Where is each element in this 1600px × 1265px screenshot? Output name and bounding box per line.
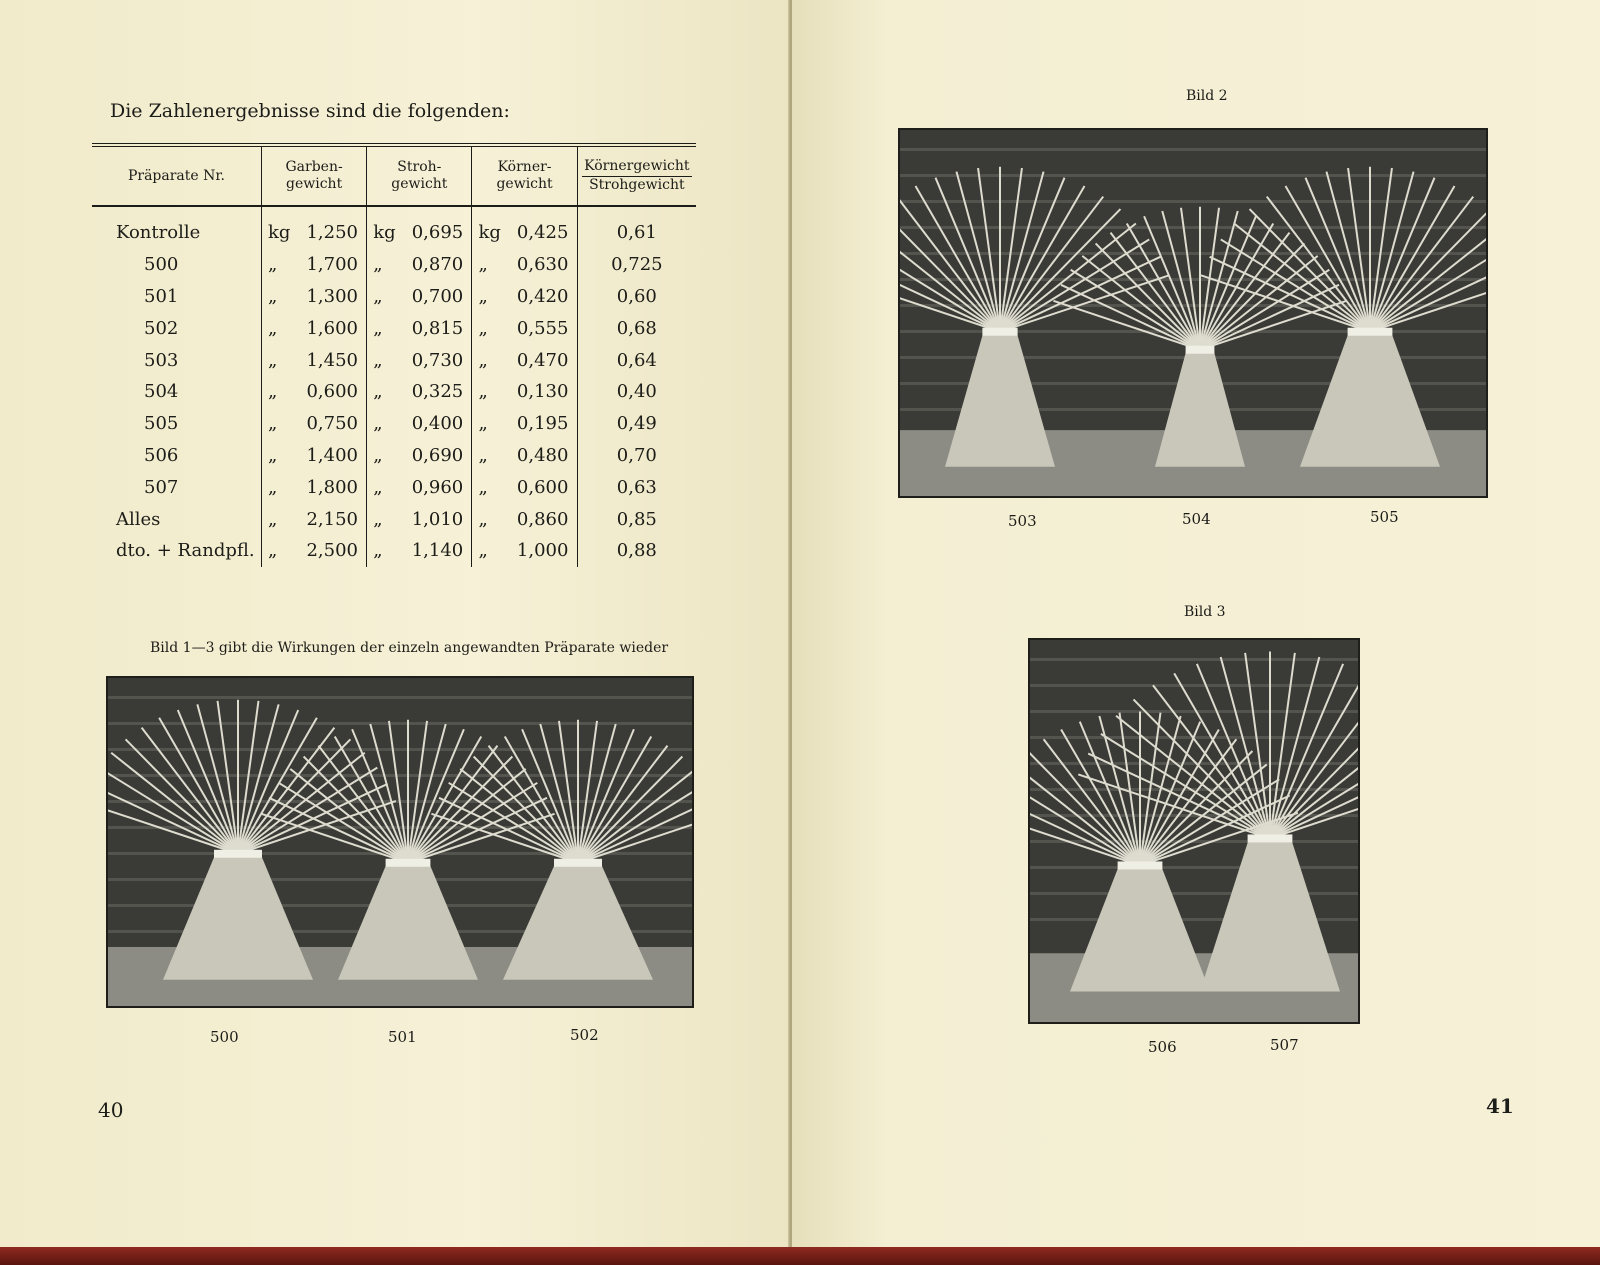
figure-caption: Bild 1—3 gibt die Wirkungen der einzeln angewandten Präparate wieder xyxy=(150,640,669,656)
cell-ratio: 0,49 xyxy=(577,408,696,440)
cell-unit: „ xyxy=(373,508,383,530)
cell-weight-1 xyxy=(261,249,366,281)
cell-weight-2 xyxy=(367,471,472,503)
table-row xyxy=(92,206,696,249)
table-row xyxy=(92,344,696,376)
cell-unit: „ xyxy=(478,540,488,562)
cell-value: 1,000 xyxy=(516,540,569,562)
figure-1-label-502: 502 xyxy=(570,1026,599,1044)
header-preparation: Präparate Nr. xyxy=(92,145,261,206)
header-grain-weight-line2: gewicht xyxy=(496,176,553,192)
cell-weight-3 xyxy=(472,376,577,408)
header-sheaf-weight-line2: gewicht xyxy=(286,176,343,192)
photo-illustration xyxy=(108,678,692,1006)
figure-2-label-504: 504 xyxy=(1182,510,1211,528)
cell-unit: „ xyxy=(373,413,383,435)
intro-sentence: Die Zahlenergebnisse sind die folgenden: xyxy=(110,100,510,122)
left-page xyxy=(0,0,792,1247)
cell-preparation: 502 xyxy=(144,317,179,339)
figure-1-label-500: 500 xyxy=(210,1028,239,1046)
cell-unit: „ xyxy=(478,476,488,498)
cell-preparation: 507 xyxy=(144,476,179,498)
cell-weight-1 xyxy=(261,535,366,567)
cell-value: 0,870 xyxy=(411,254,464,276)
cell-weight-1 xyxy=(261,344,366,376)
cell-ratio: 0,70 xyxy=(577,440,696,472)
cell-value: 1,010 xyxy=(411,508,464,530)
figure-2-title: Bild 2 xyxy=(1186,88,1228,104)
page-number-right: 41 xyxy=(1486,1094,1514,1118)
cell-value: 0,195 xyxy=(516,413,569,435)
cell-weight-3 xyxy=(472,281,577,313)
cell-weight-3 xyxy=(472,440,577,472)
cell-weight-2 xyxy=(367,503,472,535)
figure-3-label-506: 506 xyxy=(1148,1038,1177,1056)
cell-ratio: 0,61 xyxy=(577,206,696,249)
cell-weight-3 xyxy=(472,535,577,567)
cell-unit: kg xyxy=(373,222,396,244)
table-row xyxy=(92,376,696,408)
cell-unit: „ xyxy=(267,413,278,435)
figure-3-photo xyxy=(1028,638,1360,1024)
cell-value: 1,300 xyxy=(306,285,358,307)
cell-value: 0,480 xyxy=(516,444,569,466)
cell-unit: „ xyxy=(373,317,383,339)
table-row xyxy=(92,281,696,313)
cell-weight-3 xyxy=(472,344,577,376)
table-row xyxy=(92,535,696,567)
cell-unit: „ xyxy=(478,413,488,435)
header-grain-weight-line1: Körner- xyxy=(497,159,552,175)
cell-unit: „ xyxy=(373,540,383,562)
cell-preparation: 500 xyxy=(144,254,179,276)
right-page xyxy=(792,0,1600,1247)
table-row xyxy=(92,471,696,503)
cell-weight-1 xyxy=(261,206,366,249)
figure-1-label-501: 501 xyxy=(388,1028,417,1046)
cell-weight-1 xyxy=(261,503,366,535)
cell-weight-2 xyxy=(367,376,472,408)
cell-weight-1 xyxy=(261,471,366,503)
cell-value: 0,630 xyxy=(516,254,569,276)
cell-unit: „ xyxy=(373,444,383,466)
cell-weight-2 xyxy=(367,312,472,344)
cell-unit: „ xyxy=(267,285,278,307)
cell-unit: „ xyxy=(373,254,383,276)
cell-unit: kg xyxy=(478,222,501,244)
cell-weight-2 xyxy=(367,281,472,313)
cell-value: 1,250 xyxy=(306,222,358,244)
cell-weight-3 xyxy=(472,312,577,344)
table-row xyxy=(92,440,696,472)
table-row xyxy=(92,249,696,281)
cell-unit: „ xyxy=(373,476,383,498)
cell-weight-3 xyxy=(472,206,577,249)
table-row xyxy=(92,408,696,440)
cell-value: 0,700 xyxy=(411,285,464,307)
cell-ratio: 0,64 xyxy=(577,344,696,376)
header-straw-weight xyxy=(367,145,472,206)
cell-unit: „ xyxy=(478,254,488,276)
cell-value: 0,470 xyxy=(516,349,569,371)
cell-value: 0,690 xyxy=(411,444,464,466)
cell-preparation: 505 xyxy=(144,413,179,435)
cell-weight-2 xyxy=(367,344,472,376)
cell-weight-2 xyxy=(367,249,472,281)
cell-unit: „ xyxy=(267,349,278,371)
table-row xyxy=(92,312,696,344)
cell-value: 0,425 xyxy=(516,222,569,244)
cell-value: 1,450 xyxy=(306,349,358,371)
cell-weight-3 xyxy=(472,471,577,503)
header-sheaf-weight xyxy=(261,145,366,206)
cell-ratio: 0,725 xyxy=(577,249,696,281)
cell-preparation: 506 xyxy=(144,444,179,466)
cell-value: 1,140 xyxy=(411,540,464,562)
cell-value: 0,600 xyxy=(516,476,569,498)
cell-weight-1 xyxy=(261,281,366,313)
photo-illustration xyxy=(1030,640,1358,1022)
cell-weight-2 xyxy=(367,440,472,472)
cell-weight-1 xyxy=(261,312,366,344)
cell-value: 0,400 xyxy=(411,413,464,435)
cell-value: 1,800 xyxy=(306,476,358,498)
figure-1-photo xyxy=(106,676,694,1008)
figure-2-photo xyxy=(898,128,1488,498)
cell-unit: „ xyxy=(267,540,278,562)
cell-weight-1 xyxy=(261,376,366,408)
cell-unit: „ xyxy=(267,381,278,403)
cell-ratio: 0,68 xyxy=(577,312,696,344)
cell-preparation: dto. + Randpfl. xyxy=(116,540,255,562)
header-grain-weight xyxy=(472,145,577,206)
header-ratio-denominator: Strohgewicht xyxy=(589,177,685,193)
cell-value: 0,960 xyxy=(411,476,464,498)
cell-unit: „ xyxy=(373,349,383,371)
figure-2-label-505: 505 xyxy=(1370,508,1399,526)
cell-value: 0,420 xyxy=(516,285,569,307)
cell-unit: „ xyxy=(267,508,278,530)
cell-value: 1,600 xyxy=(306,317,358,339)
cell-value: 0,730 xyxy=(411,349,464,371)
figure-3-title: Bild 3 xyxy=(1184,604,1226,620)
cell-unit: „ xyxy=(478,508,488,530)
cell-preparation: Alles xyxy=(116,508,161,530)
cell-unit: „ xyxy=(267,254,278,276)
cell-value: 0,860 xyxy=(516,508,569,530)
cell-value: 2,150 xyxy=(306,508,358,530)
cell-preparation: Kontrolle xyxy=(116,222,201,244)
cell-ratio: 0,85 xyxy=(577,503,696,535)
cell-unit: „ xyxy=(478,349,488,371)
cell-unit: „ xyxy=(267,444,278,466)
cell-weight-1 xyxy=(261,440,366,472)
cell-value: 0,130 xyxy=(516,381,569,403)
figure-3-label-507: 507 xyxy=(1270,1036,1299,1054)
cell-weight-2 xyxy=(367,206,472,249)
cell-unit: „ xyxy=(478,444,488,466)
cell-preparation: 503 xyxy=(144,349,179,371)
cell-ratio: 0,88 xyxy=(577,535,696,567)
header-ratio xyxy=(577,145,696,206)
header-sheaf-weight-line1: Garben- xyxy=(285,159,343,175)
cell-ratio: 0,63 xyxy=(577,471,696,503)
cell-value: 0,815 xyxy=(411,317,464,339)
table-header-row xyxy=(92,145,696,206)
book-cover-edge xyxy=(0,1247,1600,1265)
cell-ratio: 0,60 xyxy=(577,281,696,313)
cell-value: 0,555 xyxy=(516,317,569,339)
cell-unit: „ xyxy=(478,381,488,403)
cell-weight-3 xyxy=(472,408,577,440)
cell-unit: „ xyxy=(478,285,488,307)
figure-2-label-503: 503 xyxy=(1008,512,1037,530)
cell-weight-2 xyxy=(367,408,472,440)
cell-unit: „ xyxy=(373,381,383,403)
header-straw-weight-line1: Stroh- xyxy=(397,159,442,175)
cell-weight-2 xyxy=(367,535,472,567)
cell-unit: „ xyxy=(267,476,278,498)
cell-value: 0,750 xyxy=(306,413,358,435)
header-ratio-numerator: Körnergewicht xyxy=(582,158,691,177)
cell-value: 0,695 xyxy=(411,222,464,244)
cell-value: 1,400 xyxy=(306,444,358,466)
cell-value: 1,700 xyxy=(306,254,358,276)
cell-weight-3 xyxy=(472,503,577,535)
results-table xyxy=(92,143,696,567)
cell-unit: „ xyxy=(478,317,488,339)
cell-preparation: 501 xyxy=(144,285,179,307)
table-row xyxy=(92,503,696,535)
table-body xyxy=(92,206,696,567)
cell-weight-3 xyxy=(472,249,577,281)
cell-ratio: 0,40 xyxy=(577,376,696,408)
cell-unit: „ xyxy=(267,317,278,339)
cell-weight-1 xyxy=(261,408,366,440)
cell-value: 0,325 xyxy=(411,381,464,403)
photo-illustration xyxy=(900,130,1486,496)
page-number-left: 40 xyxy=(98,1098,124,1122)
cell-value: 2,500 xyxy=(306,540,358,562)
cell-value: 0,600 xyxy=(306,381,358,403)
cell-unit: kg xyxy=(267,222,291,244)
header-straw-weight-line2: gewicht xyxy=(391,176,448,192)
cell-unit: „ xyxy=(373,285,383,307)
cell-preparation: 504 xyxy=(144,381,179,403)
